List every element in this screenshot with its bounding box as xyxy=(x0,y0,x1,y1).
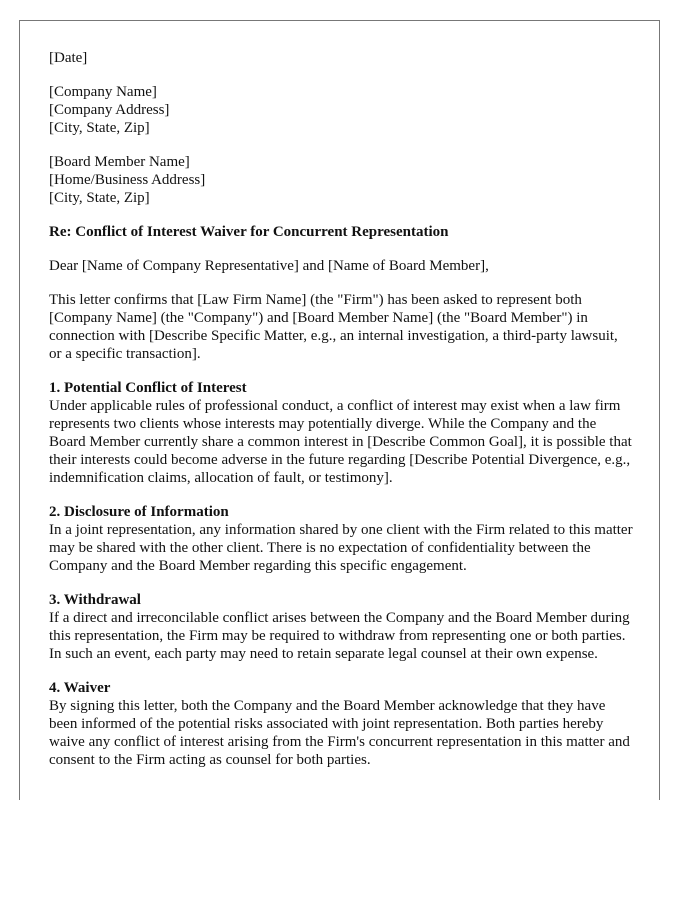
board-member-name: [Board Member Name] xyxy=(49,154,190,170)
board-member-address-block xyxy=(49,153,634,207)
section-disclosure xyxy=(49,503,634,575)
section-withdrawal xyxy=(49,591,634,663)
board-member-city-state-zip: [City, State, Zip] xyxy=(49,190,150,206)
board-member-address: [Home/Business Address] xyxy=(49,172,206,188)
company-city-state-zip: [City, State, Zip] xyxy=(49,120,150,136)
company-address-block xyxy=(49,83,634,137)
company-address: [Company Address] xyxy=(49,102,170,118)
section-title: 2. Disclosure of Information xyxy=(49,504,229,520)
section-body: In a joint representation, any information shared by one client with the Firm related to this matter may be shared with the other client. There is no expectation of confidentiality between the Company and the Board Member regarding this specific engagement. xyxy=(49,522,633,574)
section-body: Under applicable rules of professional conduct, a conflict of interest may exist when a law firm represents two clients whose interests may potentially diverge. While the Company and the Board Member currently share a common interest in [Describe Common Goal], it is possible that their interests could become adverse in the future regarding [Describe Potential Divergence, e.g., indemnification claims, allocation of fault, or testimony]. xyxy=(49,398,632,486)
subject-line: Re: Conflict of Interest Waiver for Concurrent Representation xyxy=(49,224,449,240)
section-body: By signing this letter, both the Company and the Board Member acknowledge that they have been informed of the potential risks associated with joint representation. Both parties hereby waive any conflict of interest arising from the Firm's concurrent representation in this matter and consent to the Firm acting as counsel for both parties. xyxy=(49,698,630,768)
section-title: 1. Potential Conflict of Interest xyxy=(49,380,247,396)
section-title: 4. Waiver xyxy=(49,680,111,696)
section-title: 3. Withdrawal xyxy=(49,592,141,608)
section-body: If a direct and irreconcilable conflict arises between the Company and the Board Member during this representation, the Firm may be required to withdraw from representing one or both parties. In such an event, each party may need to retain separate legal counsel at their own expense. xyxy=(49,610,630,662)
date-block xyxy=(49,49,634,67)
company-name: [Company Name] xyxy=(49,84,157,100)
letter-page xyxy=(19,20,660,800)
section-waiver xyxy=(49,679,634,769)
section-conflict-of-interest xyxy=(49,379,634,487)
salutation: Dear [Name of Company Representative] and [Name of Board Member], xyxy=(49,258,489,274)
intro-paragraph: This letter confirms that [Law Firm Name] (the "Firm") has been asked to represent both [Company Name] (the "Company") and [Board Member Name] (the "Board Member") in connection with [Describe Specific Matter, e.g., an internal investigation, a third-party lawsuit, or a specific transaction]. xyxy=(49,292,618,362)
letter-content xyxy=(49,49,634,785)
letter-date: [Date] xyxy=(49,50,88,66)
